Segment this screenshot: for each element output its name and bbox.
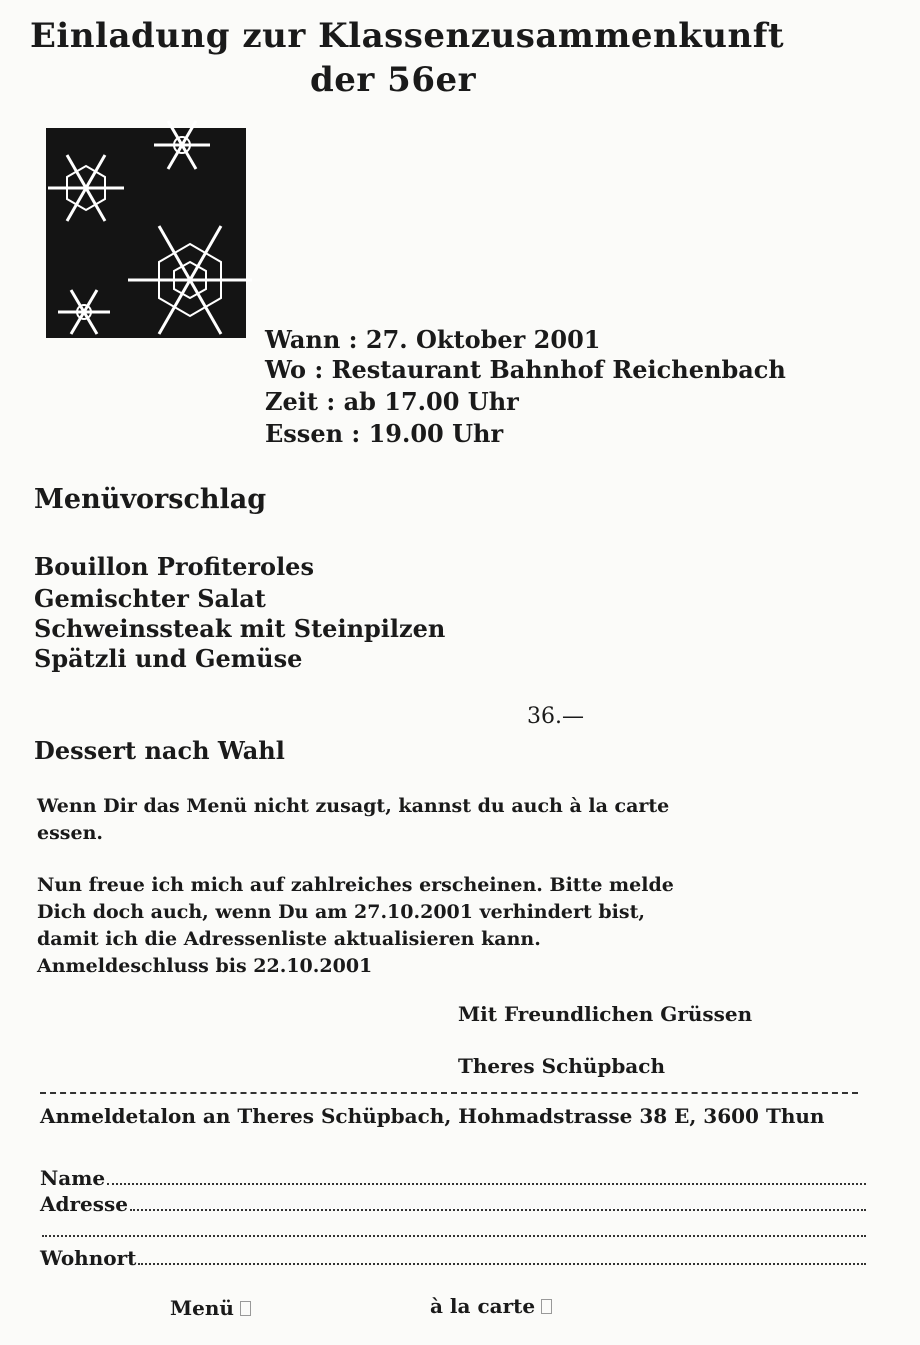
town-line[interactable]	[138, 1263, 866, 1265]
name-line[interactable]	[107, 1183, 866, 1185]
menu-heading: Menüvorschlag	[34, 484, 267, 515]
alacarte-checkbox[interactable]	[541, 1299, 552, 1314]
menu-option[interactable]	[170, 1296, 251, 1320]
cut-line	[40, 1092, 858, 1094]
detail-time: Zeit : ab 17.00 Uhr	[265, 387, 519, 416]
snowflake-bottomleft	[58, 290, 110, 334]
detail-when: Wann : 27. Oktober 2001	[265, 325, 601, 354]
address-line[interactable]	[130, 1209, 866, 1211]
snowflake-large	[128, 226, 252, 334]
name-field[interactable]	[40, 1164, 866, 1190]
menu-checkbox[interactable]	[240, 1301, 251, 1316]
menu-item: Gemischter Salat	[34, 584, 266, 613]
address-label: Adresse	[40, 1192, 129, 1216]
signature-name: Theres Schüpbach	[458, 1054, 665, 1078]
closing-line: Dich doch auch, wenn Du am 27.10.2001 verhindert bist,	[37, 901, 645, 923]
detail-meal: Essen : 19.00 Uhr	[265, 419, 504, 448]
menu-option-label: Menü	[170, 1296, 234, 1320]
closing-paragraph	[37, 872, 737, 980]
form-header: Anmeldetalon an Theres Schüpbach, Hohmadstrasse 38 E, 3600 Thun	[40, 1104, 825, 1128]
address-extra-line[interactable]	[42, 1235, 866, 1237]
alacarte-option[interactable]	[430, 1294, 552, 1318]
alacarte-paragraph: Wenn Dir das Menü nicht zusagt, kannst du auch à la carte essen.	[37, 795, 670, 844]
name-label: Name	[40, 1166, 106, 1190]
closing-line: damit ich die Adressenliste aktualisieren kann.	[37, 928, 541, 950]
menu-item: Schweinssteak mit Steinpilzen	[34, 614, 446, 643]
snowflake-topleft	[48, 155, 124, 221]
title-line-1: Einladung zur Klassenzusammenkunft	[30, 16, 785, 56]
snowflake-icon	[30, 100, 270, 350]
dessert-line: Dessert nach Wahl	[34, 736, 285, 765]
menu-item: Spätzli und Gemüse	[34, 644, 303, 673]
alacarte-option-label: à la carte	[430, 1294, 536, 1318]
greeting: Mit Freundlichen Grüssen	[458, 1002, 753, 1026]
closing-line: Anmeldeschluss bis 22.10.2001	[37, 955, 373, 977]
town-label: Wohnort	[40, 1246, 137, 1270]
menu-item: Bouillon Profiteroles	[34, 552, 314, 581]
closing-line: Nun freue ich mich auf zahlreiches erscheinen. Bitte melde	[37, 874, 674, 896]
title-line-2: der 56er	[310, 60, 477, 100]
address-extra-field[interactable]	[40, 1216, 866, 1242]
address-field[interactable]	[40, 1190, 866, 1216]
snowflake-topright	[154, 121, 210, 169]
town-field[interactable]	[40, 1244, 866, 1270]
detail-where: Wo : Restaurant Bahnhof Reichenbach	[265, 355, 786, 384]
menu-price: 36.—	[527, 704, 584, 729]
